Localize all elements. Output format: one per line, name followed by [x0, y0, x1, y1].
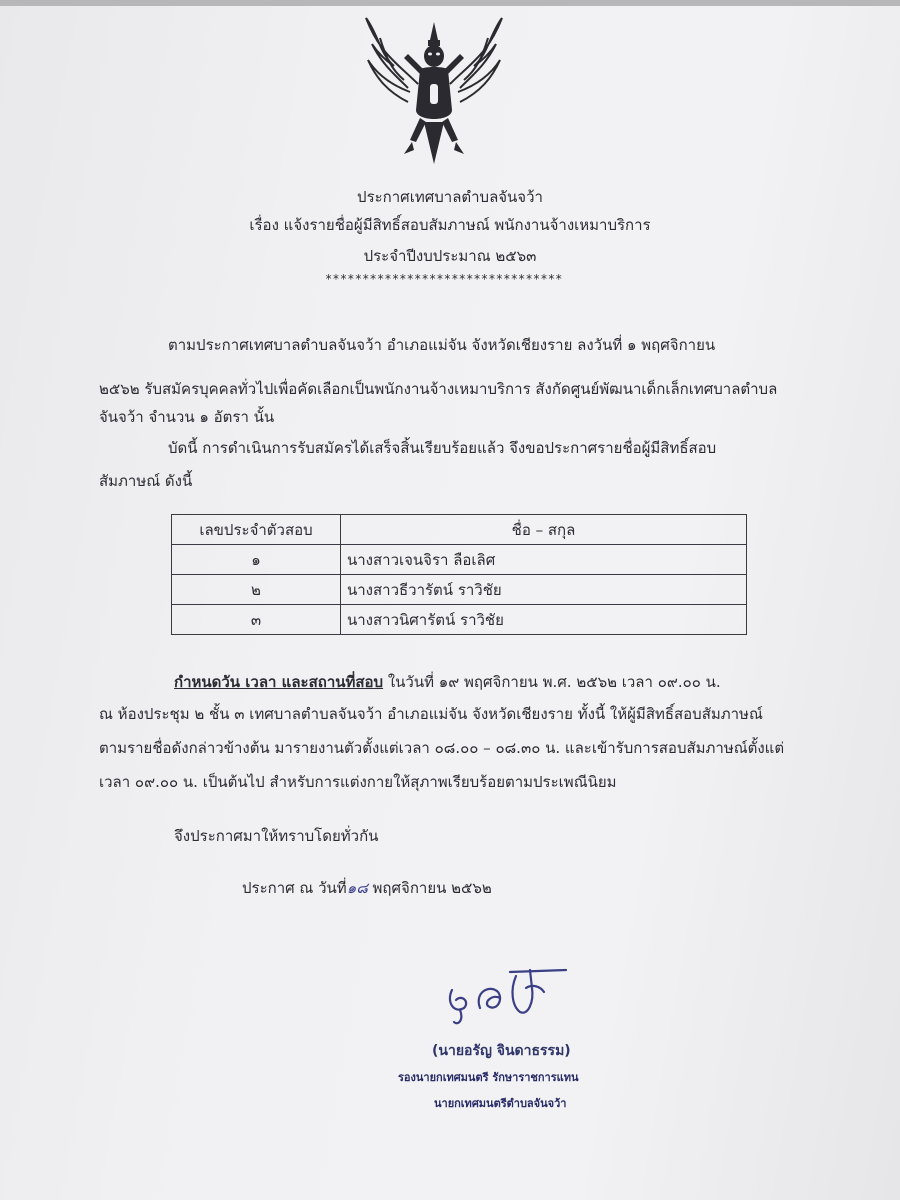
fiscal-year-line: ประจำปีงบประมาณ ๒๕๖๓ [363, 247, 537, 265]
date-prefix: ประกาศ ณ วันที่ [242, 879, 347, 897]
paragraph-1-line-3: จันจว้า จำนวน ๑ อัตรา นั้น [99, 408, 275, 426]
closing-announcement: จึงประกาศมาให้ทราบโดยทั่วกัน [174, 827, 379, 845]
table-row [172, 605, 747, 635]
table-header-row [172, 515, 747, 545]
schedule-line-2: ณ ห้องประชุม ๒ ชั้น ๓ เทศบาลตำบลจันจว้า อำเภอแม่จัน จังหวัดเชียงราย ทั้งนี้ ให้ผู้มีสิทธิ์สอบสัมภาษณ์ [99, 705, 763, 723]
schedule-heading: กำหนดวัน เวลา และสถานที่สอบ [174, 673, 384, 691]
candidate-name: นางสาวนิศารัตน์ ราวิชัย [341, 605, 747, 635]
signatory-position: รองนายกเทศมนตรี รักษาราชการแทน [398, 1071, 579, 1084]
table-row [172, 545, 747, 575]
paragraph-1-line-2: ๒๕๖๒ รับสมัครบุคคลทั่วไปเพื่อคัดเลือกเป็นพนักงานจ้างเหมาบริการ สังกัดศูนย์พัฒนาเด็กเล็กเทศบาลตำบล [99, 380, 778, 398]
candidate-table [171, 514, 747, 635]
announcement-title: ประกาศเทศบาลตำบลจันจว้า [357, 188, 543, 206]
exam-number: ๓ [172, 605, 341, 635]
exam-number: ๒ [172, 575, 341, 605]
page-top-edge [0, 0, 900, 6]
schedule-line-3: ตามรายชื่อดังกล่าวข้างต้น มารายงานตัวตั้งแต่เวลา ๐๘.๐๐ – ๐๘.๓๐ น. และเข้ารับการสอบสัมภาษณ์ตั้งแต่ [99, 739, 785, 757]
garuda-emblem-icon [358, 14, 510, 174]
exam-number: ๑ [172, 545, 341, 575]
signatory-name: (นายอรัญ จินดาธรรม) [432, 1043, 571, 1059]
schedule-line-1 [174, 671, 721, 693]
announcement-subject: เรื่อง แจ้งรายชื่อผู้มีสิทธิ์สอบสัมภาษณ์ พนักงานจ้างเหมาบริการ [249, 216, 651, 234]
column-header-exam-number: เลขประจำตัวสอบ [172, 515, 341, 545]
table-row [172, 575, 747, 605]
column-header-full-name: ชื่อ – สกุล [341, 515, 747, 545]
date-day-handwritten: ๑๘ [346, 879, 368, 897]
schedule-date-time: ในวันที่ ๑๙ พฤศจิกายน พ.ศ. ๒๕๖๒ เวลา ๐๙.๐๐ น. [383, 673, 721, 691]
paragraph-2-line-2: สัมภาษณ์ ดังนี้ [99, 472, 193, 490]
paragraph-1-line-1: ตามประกาศเทศบาลตำบลจันจว้า อำเภอแม่จัน จังหวัดเชียงราย ลงวันที่ ๑ พฤศจิกายน [168, 336, 716, 354]
candidate-name: นางสาวธีวารัตน์ ราวิชัย [341, 575, 747, 605]
handwritten-signature-mark [440, 962, 570, 1032]
date-month-year: พฤศจิกายน ๒๕๖๒ [367, 879, 492, 897]
separator-stars: ******************************** [325, 272, 563, 286]
paragraph-2-line-1: บัดนี้ การดำเนินการรับสมัครได้เสร็จสิ้นเรียบร้อยแล้ว จึงขอประกาศรายชื่อผู้มีสิทธิ์สอบ [168, 439, 717, 457]
candidate-name: นางสาวเจนจิรา ลือเลิศ [341, 545, 747, 575]
signatory-office: นายกเทศมนตรีตำบลจันจว้า [434, 1097, 567, 1110]
announcement-date [242, 877, 492, 899]
schedule-line-4: เวลา ๐๙.๐๐ น. เป็นต้นไป สำหรับการแต่งกายให้สุภาพเรียบร้อยตามประเพณีนิยม [99, 773, 617, 791]
